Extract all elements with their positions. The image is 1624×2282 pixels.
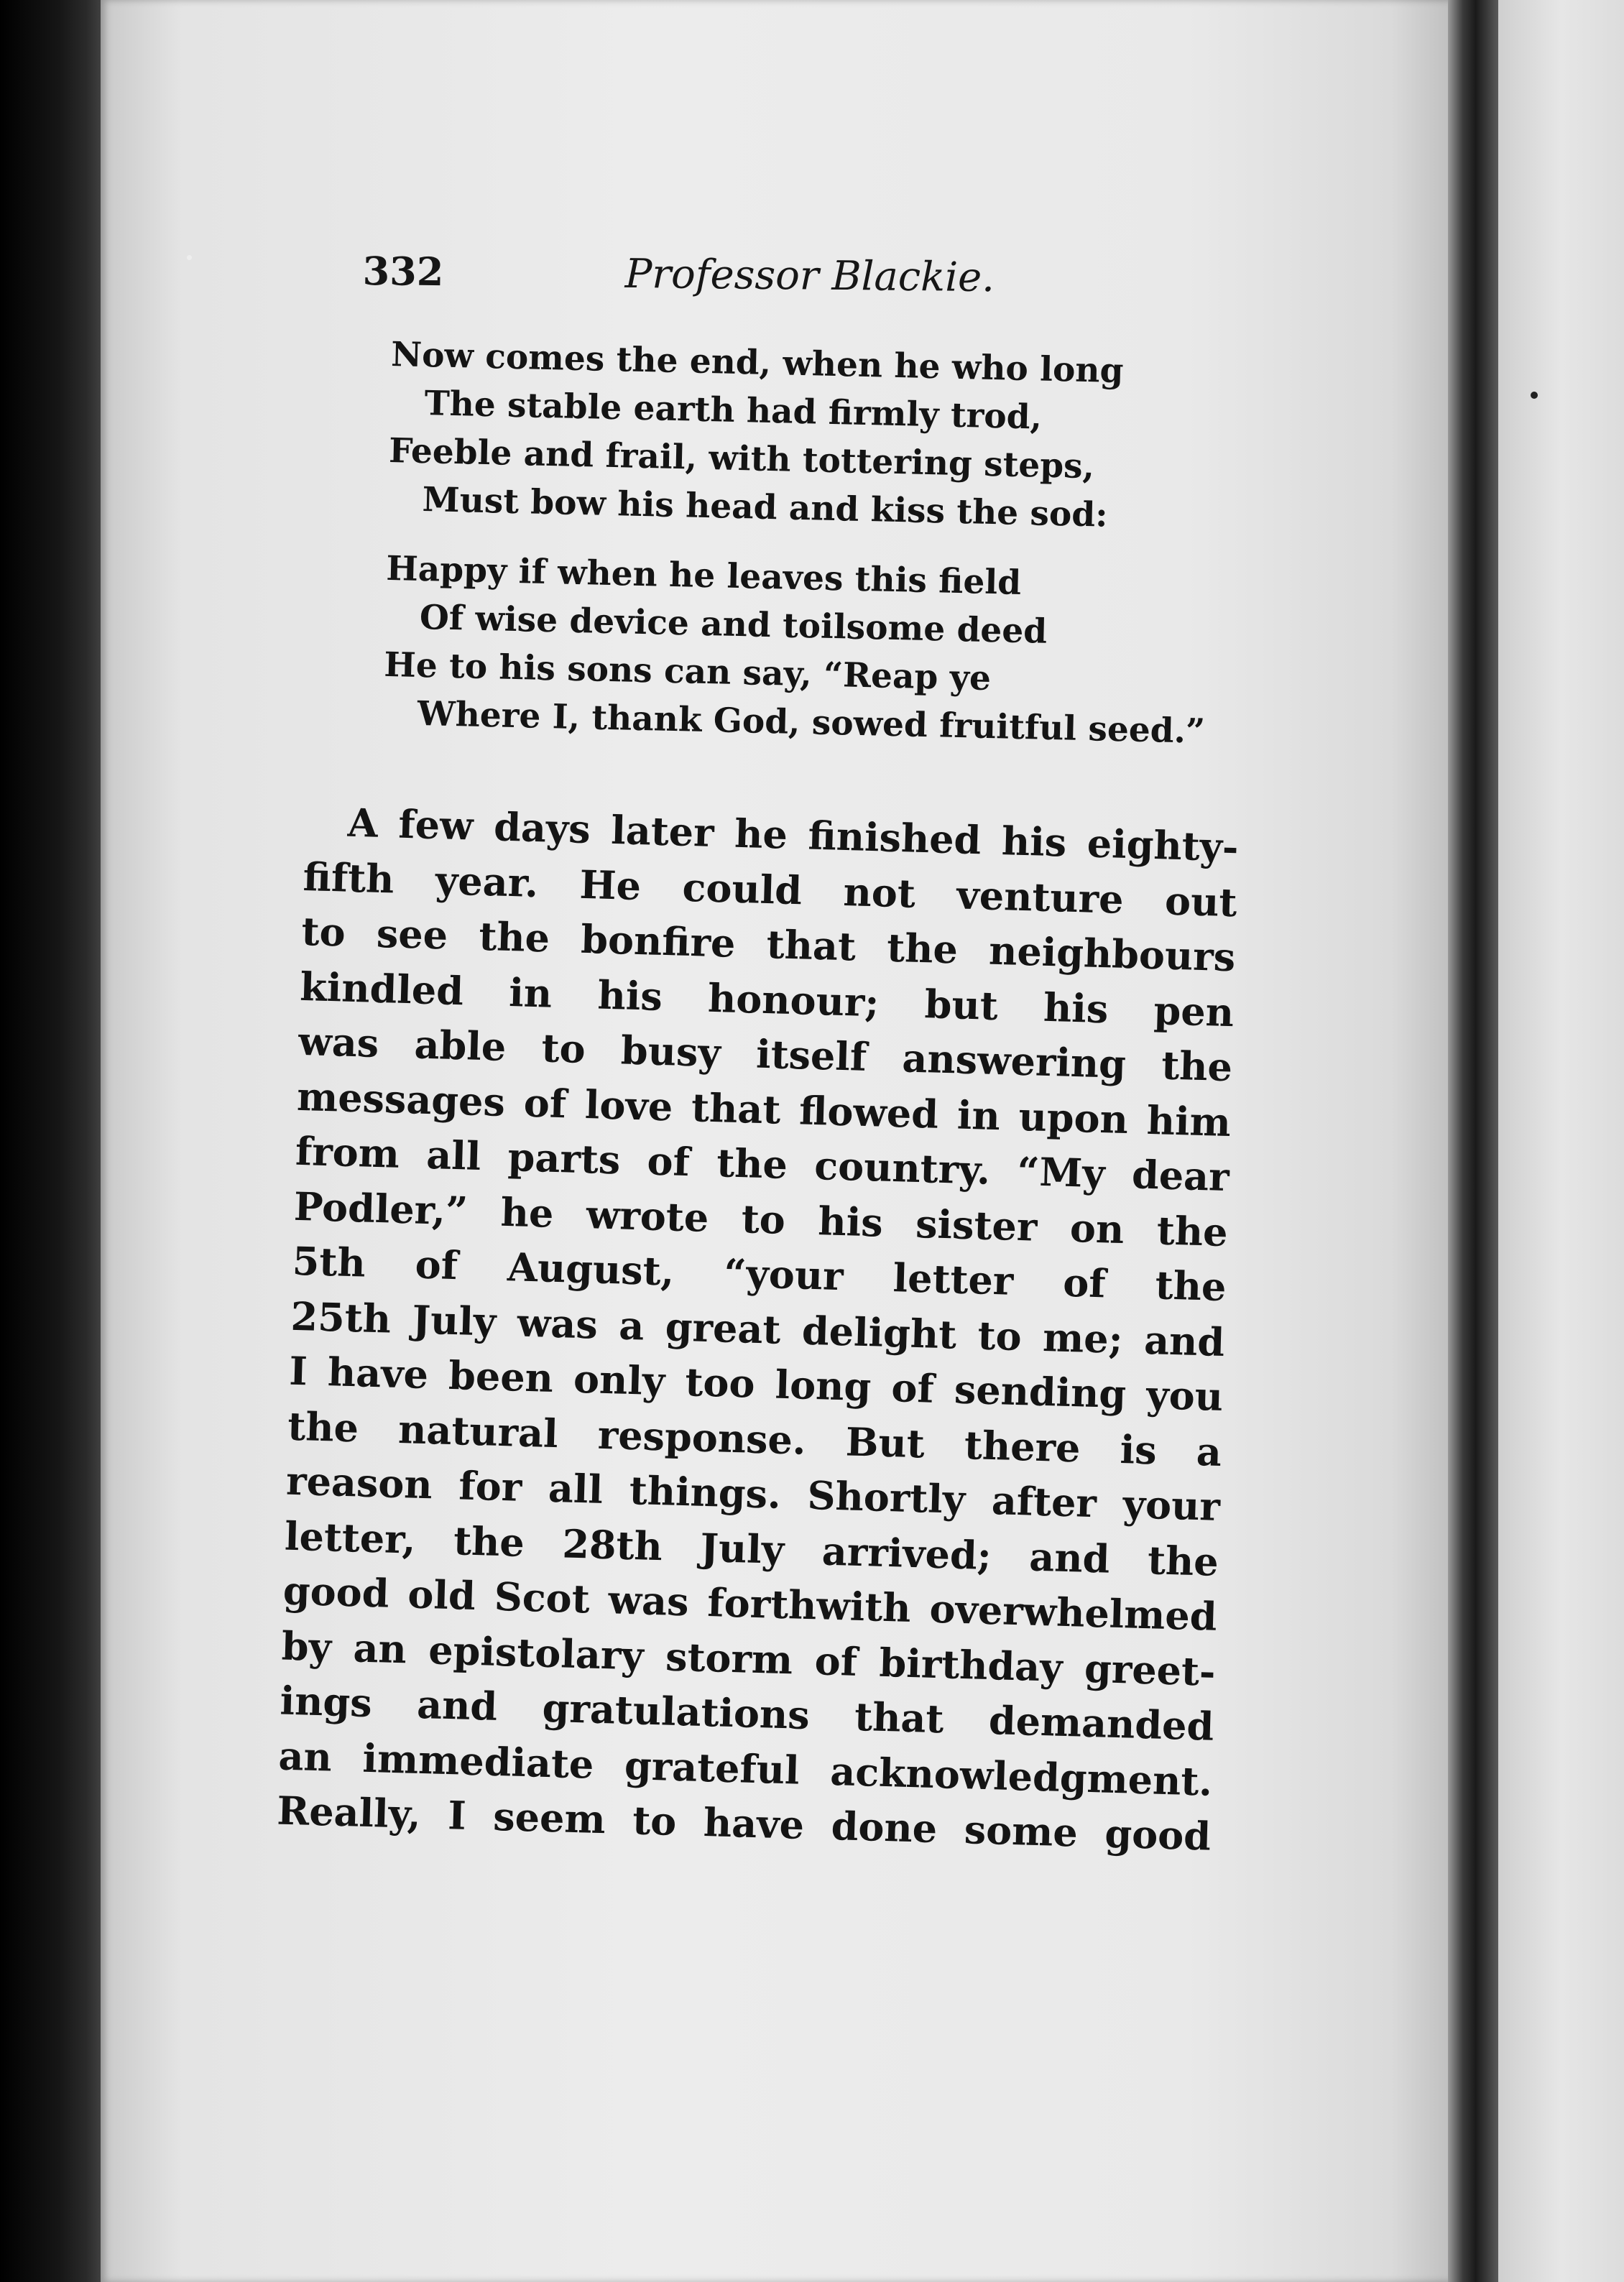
prose-line: Podler,” he wrote to his sister on the	[293, 1183, 1229, 1255]
prose-line: 25th July was a great delight to me; and	[290, 1293, 1226, 1365]
poem-line: Of wise device and toilsome deed	[419, 597, 1048, 652]
prose-line: kindled in his honour; but his pen	[299, 963, 1235, 1035]
prose-line: from all parts of the country. “My dear	[295, 1127, 1230, 1201]
prose-line: letter, the 28th July arrived; and the	[284, 1512, 1219, 1585]
poem-line: Must bow his head and kiss the sod:	[422, 480, 1109, 535]
poem-line: Happy if when he leaves this field	[385, 548, 1022, 603]
book-spine	[0, 0, 108, 2282]
prose-line: good old Scot was forthwith overwhelmed	[282, 1567, 1218, 1640]
poem-stanza	[382, 545, 1206, 756]
poem-stanza	[387, 331, 1204, 542]
page-number: 332	[362, 248, 444, 295]
prose-line: was able to busy itself answering the	[297, 1017, 1233, 1091]
poem-line: He to his sons can say, “Reap ye	[383, 645, 992, 699]
prose-line: A few days later he finished his eighty-	[347, 799, 1240, 871]
prose-line: to see the bonfire that the neighbours	[300, 907, 1237, 981]
poem-line: Now comes the end, when he who long	[390, 334, 1125, 392]
dust-speck	[187, 255, 192, 260]
prose-line: 5th of August, “your letter of the	[291, 1237, 1227, 1311]
running-title: Professor Blackie.	[624, 250, 995, 302]
poem-line: Feeble and frail, with tottering steps,	[388, 430, 1095, 487]
prose-line: ings and gratulations that demanded	[279, 1677, 1215, 1750]
prose-line: reason for all things. Shortly after your	[285, 1457, 1221, 1530]
prose-line: by an epistolary storm of birthday greet-	[281, 1622, 1217, 1695]
ink-speck	[1531, 392, 1538, 399]
prose-line: I have been only too long of sending you	[288, 1347, 1224, 1420]
prose-line: an immediate grateful acknowledgment.	[277, 1732, 1214, 1805]
page-gutter	[1448, 0, 1498, 2282]
facing-page-edge	[1498, 0, 1624, 2282]
poem-line: The stable earth had firmly trod,	[424, 384, 1043, 438]
prose-line: fifth year. He could not venture out	[302, 853, 1238, 925]
poem-line: Where I, thank God, sowed fruitful seed.”	[417, 693, 1206, 752]
prose-paragraph	[276, 794, 1239, 1864]
poem	[382, 331, 1206, 777]
prose-line: the natural response. But there is a	[287, 1403, 1222, 1475]
page-header	[362, 248, 1010, 319]
prose-line: Really, I seem to have done some good	[276, 1787, 1212, 1860]
prose-line: messages of love that flowed in upon him	[296, 1073, 1232, 1145]
